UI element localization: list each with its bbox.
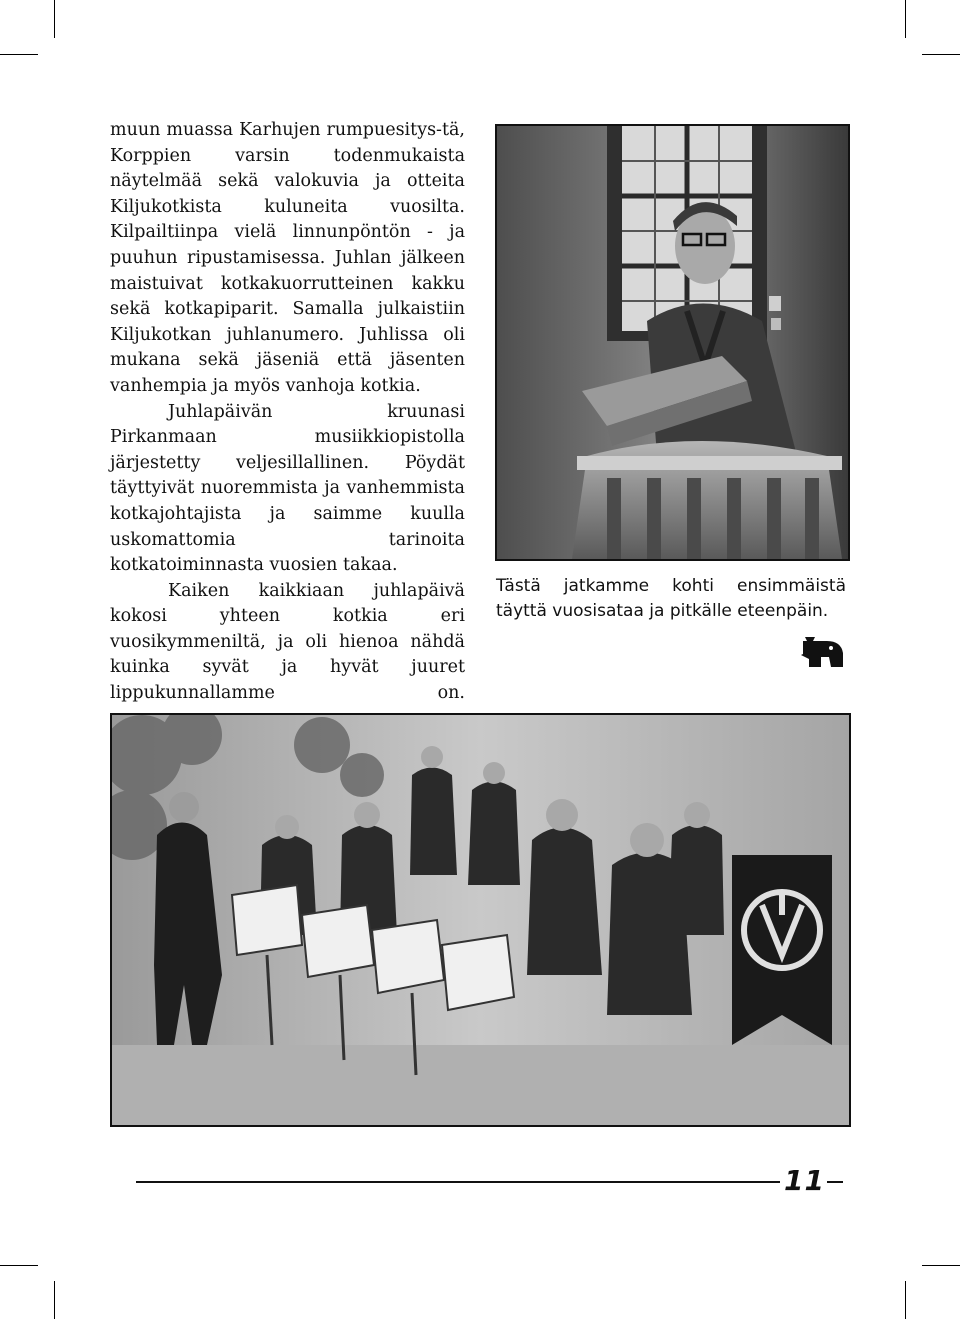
eagle-head-icon xyxy=(801,637,845,671)
crop-mark xyxy=(905,1281,906,1319)
article-column xyxy=(110,118,465,707)
crop-mark xyxy=(0,1265,38,1266)
speaker-photo-illustration xyxy=(497,126,848,559)
crop-mark xyxy=(905,0,906,38)
article-paragraph: Kaiken kaikkiaan juhlapäivä kokosi yhteen kotkia eri vuosikymmeniltä, ja oli hienoa nähdä kuinka syvät ja hyvät juuret lippukunnallamme on. xyxy=(110,580,465,704)
crop-mark xyxy=(922,1265,960,1266)
speaker-photo xyxy=(495,124,850,561)
crop-mark xyxy=(0,54,38,55)
article-paragraph: Juhlapäivän kruunasi Pirkanmaan musiikkiopistolla järjestetty veljesillallinen. Pöydät täyttyivät nuoremmista ja vanhemmista kotkajohtajista ja saimme kuulla uskomattomia tarinoita kotkatoiminnasta vuosien takaa. xyxy=(110,401,465,576)
band-photo xyxy=(110,713,851,1127)
page-number: 11 xyxy=(784,1164,825,1197)
crop-mark xyxy=(54,1281,55,1319)
article-paragraph: muun muassa Karhujen rumpuesitys-tä, Korppien varsin todenmukaista näytelmää sekä valokuvia ja otteita Kiljukotkista kuluneita vuosilta. Kilpailtiinpa vielä linnunpöntön - ja puuhun ripustamisessa. Juhlan jälkeen maistuivat kotkakuorrutteinen kakku sekä kotkapiparit. Samalla julkaistiin Kiljukotkan juhlanumero. Juhlissa oli mukana sekä jäseniä että jäsenten vanhempia ja myös vanhoja kotkia. xyxy=(110,120,465,396)
crop-mark xyxy=(922,54,960,55)
photo-caption xyxy=(496,574,846,624)
caption-line: täyttä vuosisataa ja pitkälle eteenpäin. xyxy=(496,601,829,621)
band-photo-illustration xyxy=(112,715,849,1125)
caption-line: Tästä jatkamme kohti ensimmäistä xyxy=(496,576,846,596)
footer-rule-end xyxy=(827,1181,843,1183)
footer-rule xyxy=(136,1181,780,1183)
crop-mark xyxy=(54,0,55,38)
